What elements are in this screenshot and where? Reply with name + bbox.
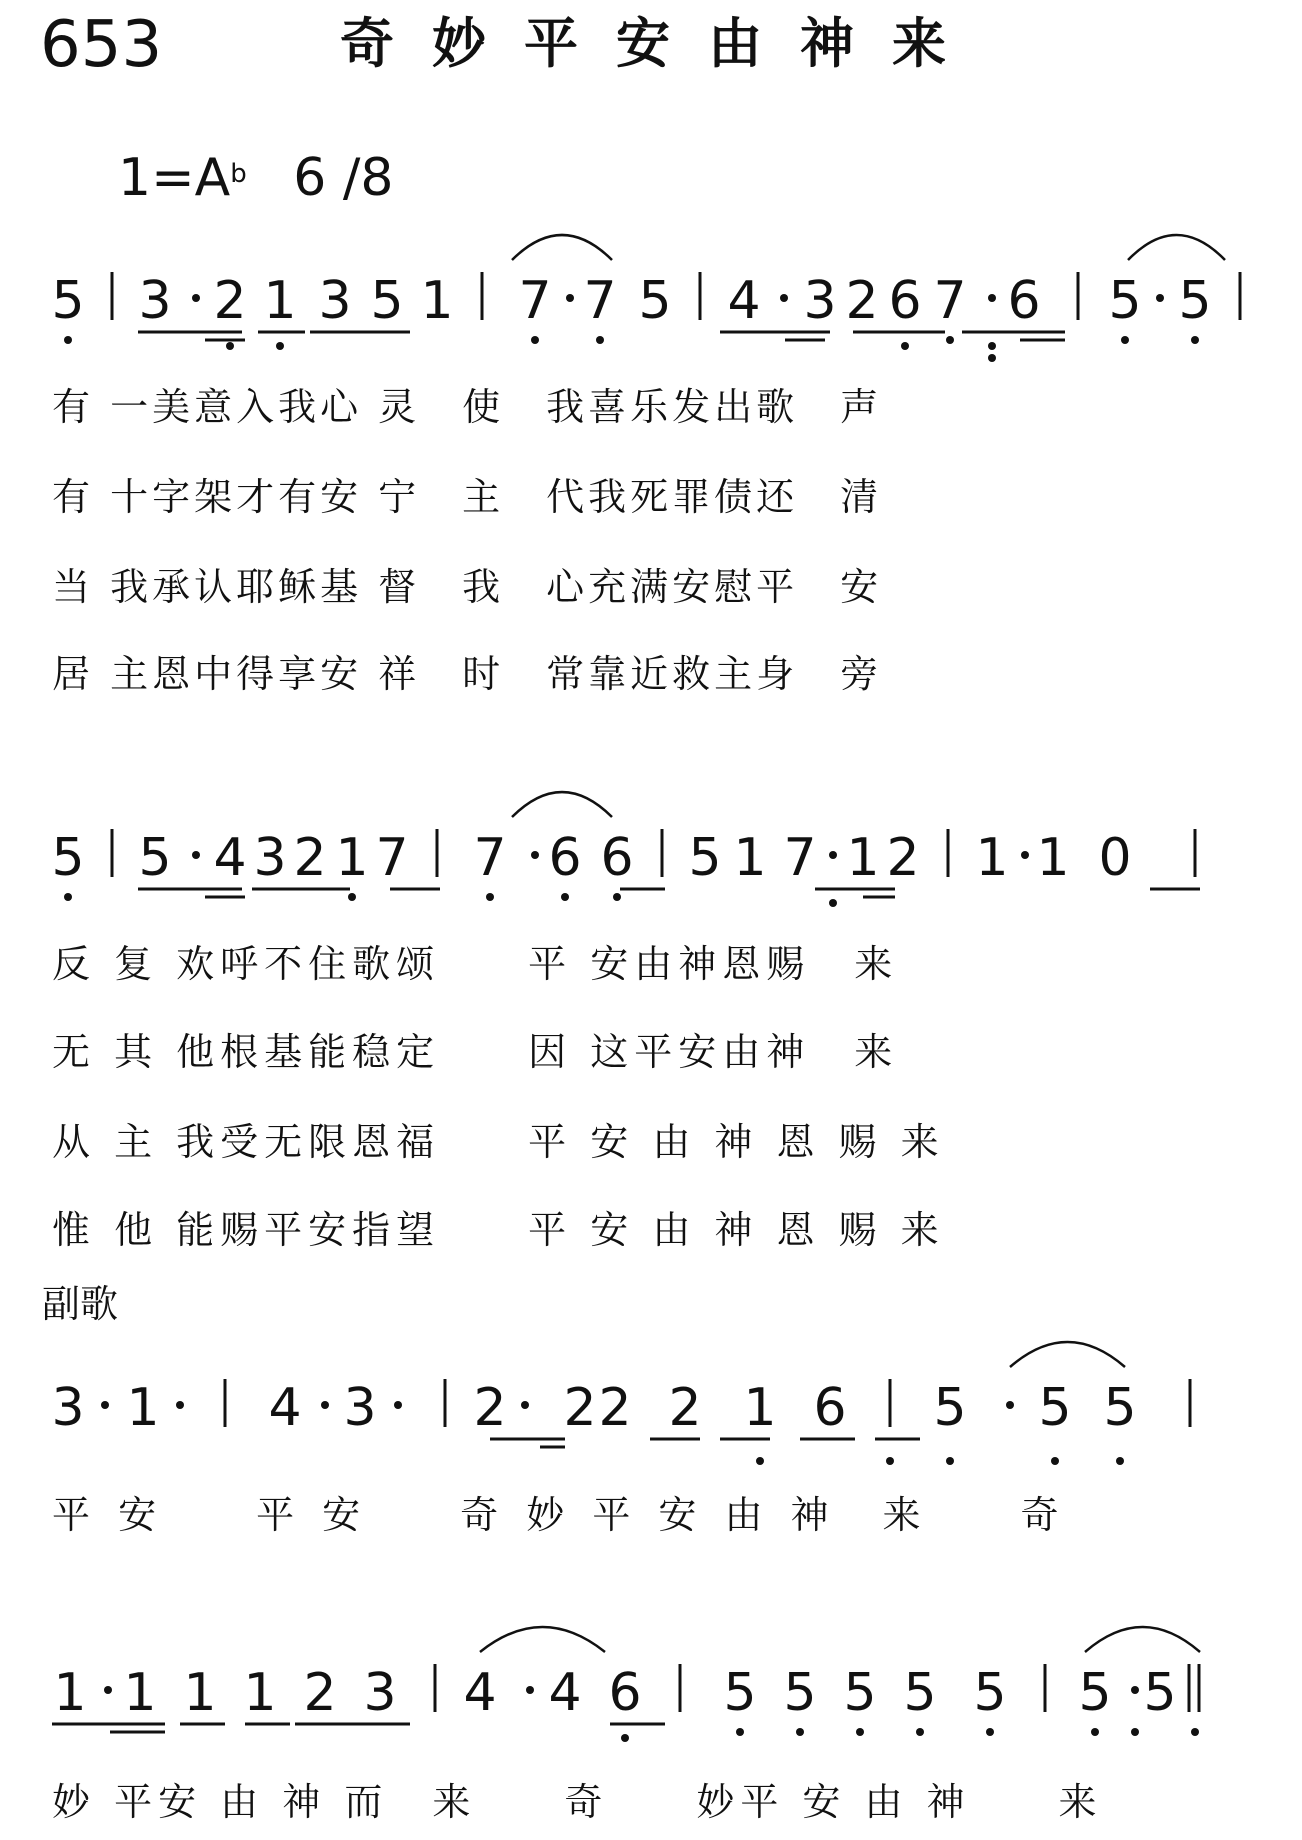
octave-dot-below — [988, 354, 996, 362]
note: 5 — [51, 828, 85, 888]
dot-note — [988, 294, 996, 302]
lyric-line: 有 一美意入我心 灵 使 我喜乐发出歌 声 — [52, 385, 883, 429]
note: 3 — [51, 1378, 85, 1438]
dot-note — [321, 1401, 329, 1409]
octave-dot-below — [946, 336, 954, 344]
note: 2 — [213, 271, 247, 331]
dot-note — [104, 1686, 112, 1694]
note: 5 — [638, 271, 672, 331]
octave-dot-below — [901, 342, 909, 350]
note: 4 — [213, 828, 247, 888]
note: 5 — [1038, 1378, 1072, 1438]
note: 5 — [973, 1663, 1007, 1723]
octave-dot-below — [64, 893, 72, 901]
note: 5 — [723, 1663, 757, 1723]
note: 1 — [420, 271, 454, 331]
note: 5 — [1103, 1378, 1137, 1438]
dot-note — [829, 851, 837, 859]
note: 1 — [1036, 828, 1070, 888]
dot-note — [526, 1686, 534, 1694]
hymn-title: 奇妙平安由神来 — [340, 11, 984, 75]
lyric-line: 反 复 欢呼不住歌颂 平 安由神恩赐 来 — [52, 942, 899, 986]
octave-dot-below — [621, 1734, 629, 1742]
note: 6 — [813, 1378, 847, 1438]
dot-note — [531, 851, 539, 859]
note: 4 — [727, 271, 761, 331]
hymn-number: 653 — [40, 8, 163, 82]
note: 3 — [363, 1663, 397, 1723]
note: 5 — [1178, 271, 1212, 331]
octave-dot-below — [64, 336, 72, 344]
note: 7 — [473, 828, 507, 888]
dot-note — [1156, 294, 1164, 302]
time-signature: 6 /8 — [293, 148, 394, 208]
note: 2 — [845, 271, 879, 331]
note: 1 — [183, 1663, 217, 1723]
octave-dot-below — [276, 342, 284, 350]
octave-dot-below — [829, 899, 837, 907]
octave-dot-below — [613, 893, 621, 901]
octave-dot-below — [756, 1457, 764, 1465]
note: 1 — [123, 1663, 157, 1723]
note: 1 — [263, 271, 297, 331]
lyric-line: 惟 他 能赐平安指望 平 安 由 神 恩 赐 来 — [52, 1208, 945, 1252]
octave-dot-below — [348, 893, 356, 901]
note: 2 — [563, 1378, 597, 1438]
dot-note — [1006, 1401, 1014, 1409]
octave-dot-below — [596, 336, 604, 344]
note: 2 — [303, 1663, 337, 1723]
dot-note — [1021, 851, 1029, 859]
slur-tie — [1085, 1627, 1200, 1652]
note: 7 — [783, 828, 817, 888]
chorus-label: 副歌 — [42, 1282, 119, 1326]
lyric-line: 有 十字架才有安 宁 主 代我死罪债还 清 — [52, 475, 883, 519]
octave-dot-below — [1116, 1457, 1124, 1465]
key-flat: b — [230, 159, 247, 189]
dot-note — [101, 1401, 109, 1409]
slur-tie — [1128, 235, 1225, 260]
note: 5 — [1078, 1663, 1112, 1723]
dot-note — [1131, 1686, 1139, 1694]
octave-dot-below — [486, 893, 494, 901]
octave-dot-below — [1121, 336, 1129, 344]
note: 7 — [583, 271, 617, 331]
octave-dot-below — [1191, 1728, 1199, 1736]
dot-note — [192, 851, 200, 859]
octave-dot-below — [226, 342, 234, 350]
note: 1 — [846, 828, 880, 888]
note: 3 — [343, 1378, 377, 1438]
note: 7 — [375, 828, 409, 888]
octave-dot-below — [561, 893, 569, 901]
note: 0 — [1098, 828, 1132, 888]
octave-dot-below — [796, 1728, 804, 1736]
dot-note — [394, 1401, 402, 1409]
dot-note — [566, 294, 574, 302]
note: 3 — [253, 828, 287, 888]
octave-dot-below — [946, 1457, 954, 1465]
note: 5 — [783, 1663, 817, 1723]
note: 3 — [138, 271, 172, 331]
octave-dot-below — [986, 1728, 994, 1736]
note: 2 — [598, 1378, 632, 1438]
note: 1 — [126, 1378, 160, 1438]
note: 6 — [888, 271, 922, 331]
note: 6 — [548, 828, 582, 888]
note: 5 — [843, 1663, 877, 1723]
slur-tie — [512, 235, 612, 260]
slur-tie — [512, 792, 612, 817]
octave-dot-below — [856, 1728, 864, 1736]
note: 2 — [668, 1378, 702, 1438]
note: 5 — [51, 271, 85, 331]
note: 5 — [1143, 1663, 1177, 1723]
note: 7 — [518, 271, 552, 331]
lyric-line: 从 主 我受无限恩福 平 安 由 神 恩 赐 来 — [52, 1120, 945, 1164]
note: 2 — [293, 828, 327, 888]
octave-dot-below — [736, 1728, 744, 1736]
octave-dot-below — [1191, 336, 1199, 344]
lyric-line: 无 其 他根基能稳定 因 这平安由神 来 — [52, 1030, 899, 1074]
dot-note — [780, 294, 788, 302]
lyric-line: 平 安 平 安 奇 妙 平 安 由 神 来 奇 — [52, 1493, 1067, 1537]
lyric-line: 当 我承认耶稣基 督 我 心充满安慰平 安 — [52, 565, 883, 609]
octave-dot-below — [531, 336, 539, 344]
note: 1 — [975, 828, 1009, 888]
note: 4 — [548, 1663, 582, 1723]
note: 7 — [933, 271, 967, 331]
note: 2 — [473, 1378, 507, 1438]
slur-tie — [1010, 1342, 1125, 1367]
key-main: 1=A — [118, 148, 231, 208]
note: 5 — [903, 1663, 937, 1723]
dot-note — [176, 1401, 184, 1409]
octave-dot-below — [916, 1728, 924, 1736]
note: 1 — [743, 1378, 777, 1438]
note: 1 — [335, 828, 369, 888]
note: 1 — [733, 828, 767, 888]
note: 4 — [463, 1663, 497, 1723]
octave-dot-below — [1051, 1457, 1059, 1465]
note: 5 — [688, 828, 722, 888]
lyric-line: 居 主恩中得享安 祥 时 常靠近救主身 旁 — [52, 652, 883, 696]
note: 1 — [243, 1663, 277, 1723]
note: 5 — [370, 271, 404, 331]
note: 5 — [138, 828, 172, 888]
note: 2 — [886, 828, 920, 888]
note: 5 — [1108, 271, 1142, 331]
note: 6 — [1007, 271, 1041, 331]
note: 6 — [608, 1663, 642, 1723]
octave-dot-below — [886, 1457, 894, 1465]
dot-note — [192, 294, 200, 302]
slur-tie — [480, 1627, 605, 1652]
octave-dot-below — [1131, 1728, 1139, 1736]
octave-dot-below — [1091, 1728, 1099, 1736]
note: 4 — [268, 1378, 302, 1438]
note: 1 — [53, 1663, 87, 1723]
note: 3 — [318, 271, 352, 331]
octave-dot-below — [988, 342, 996, 350]
dot-note — [521, 1401, 529, 1409]
note: 6 — [600, 828, 634, 888]
note: 3 — [803, 271, 837, 331]
lyric-line: 妙 平安 由 神 而 来 奇 妙平 安 由 神 来 — [52, 1780, 1103, 1824]
note: 5 — [933, 1378, 967, 1438]
